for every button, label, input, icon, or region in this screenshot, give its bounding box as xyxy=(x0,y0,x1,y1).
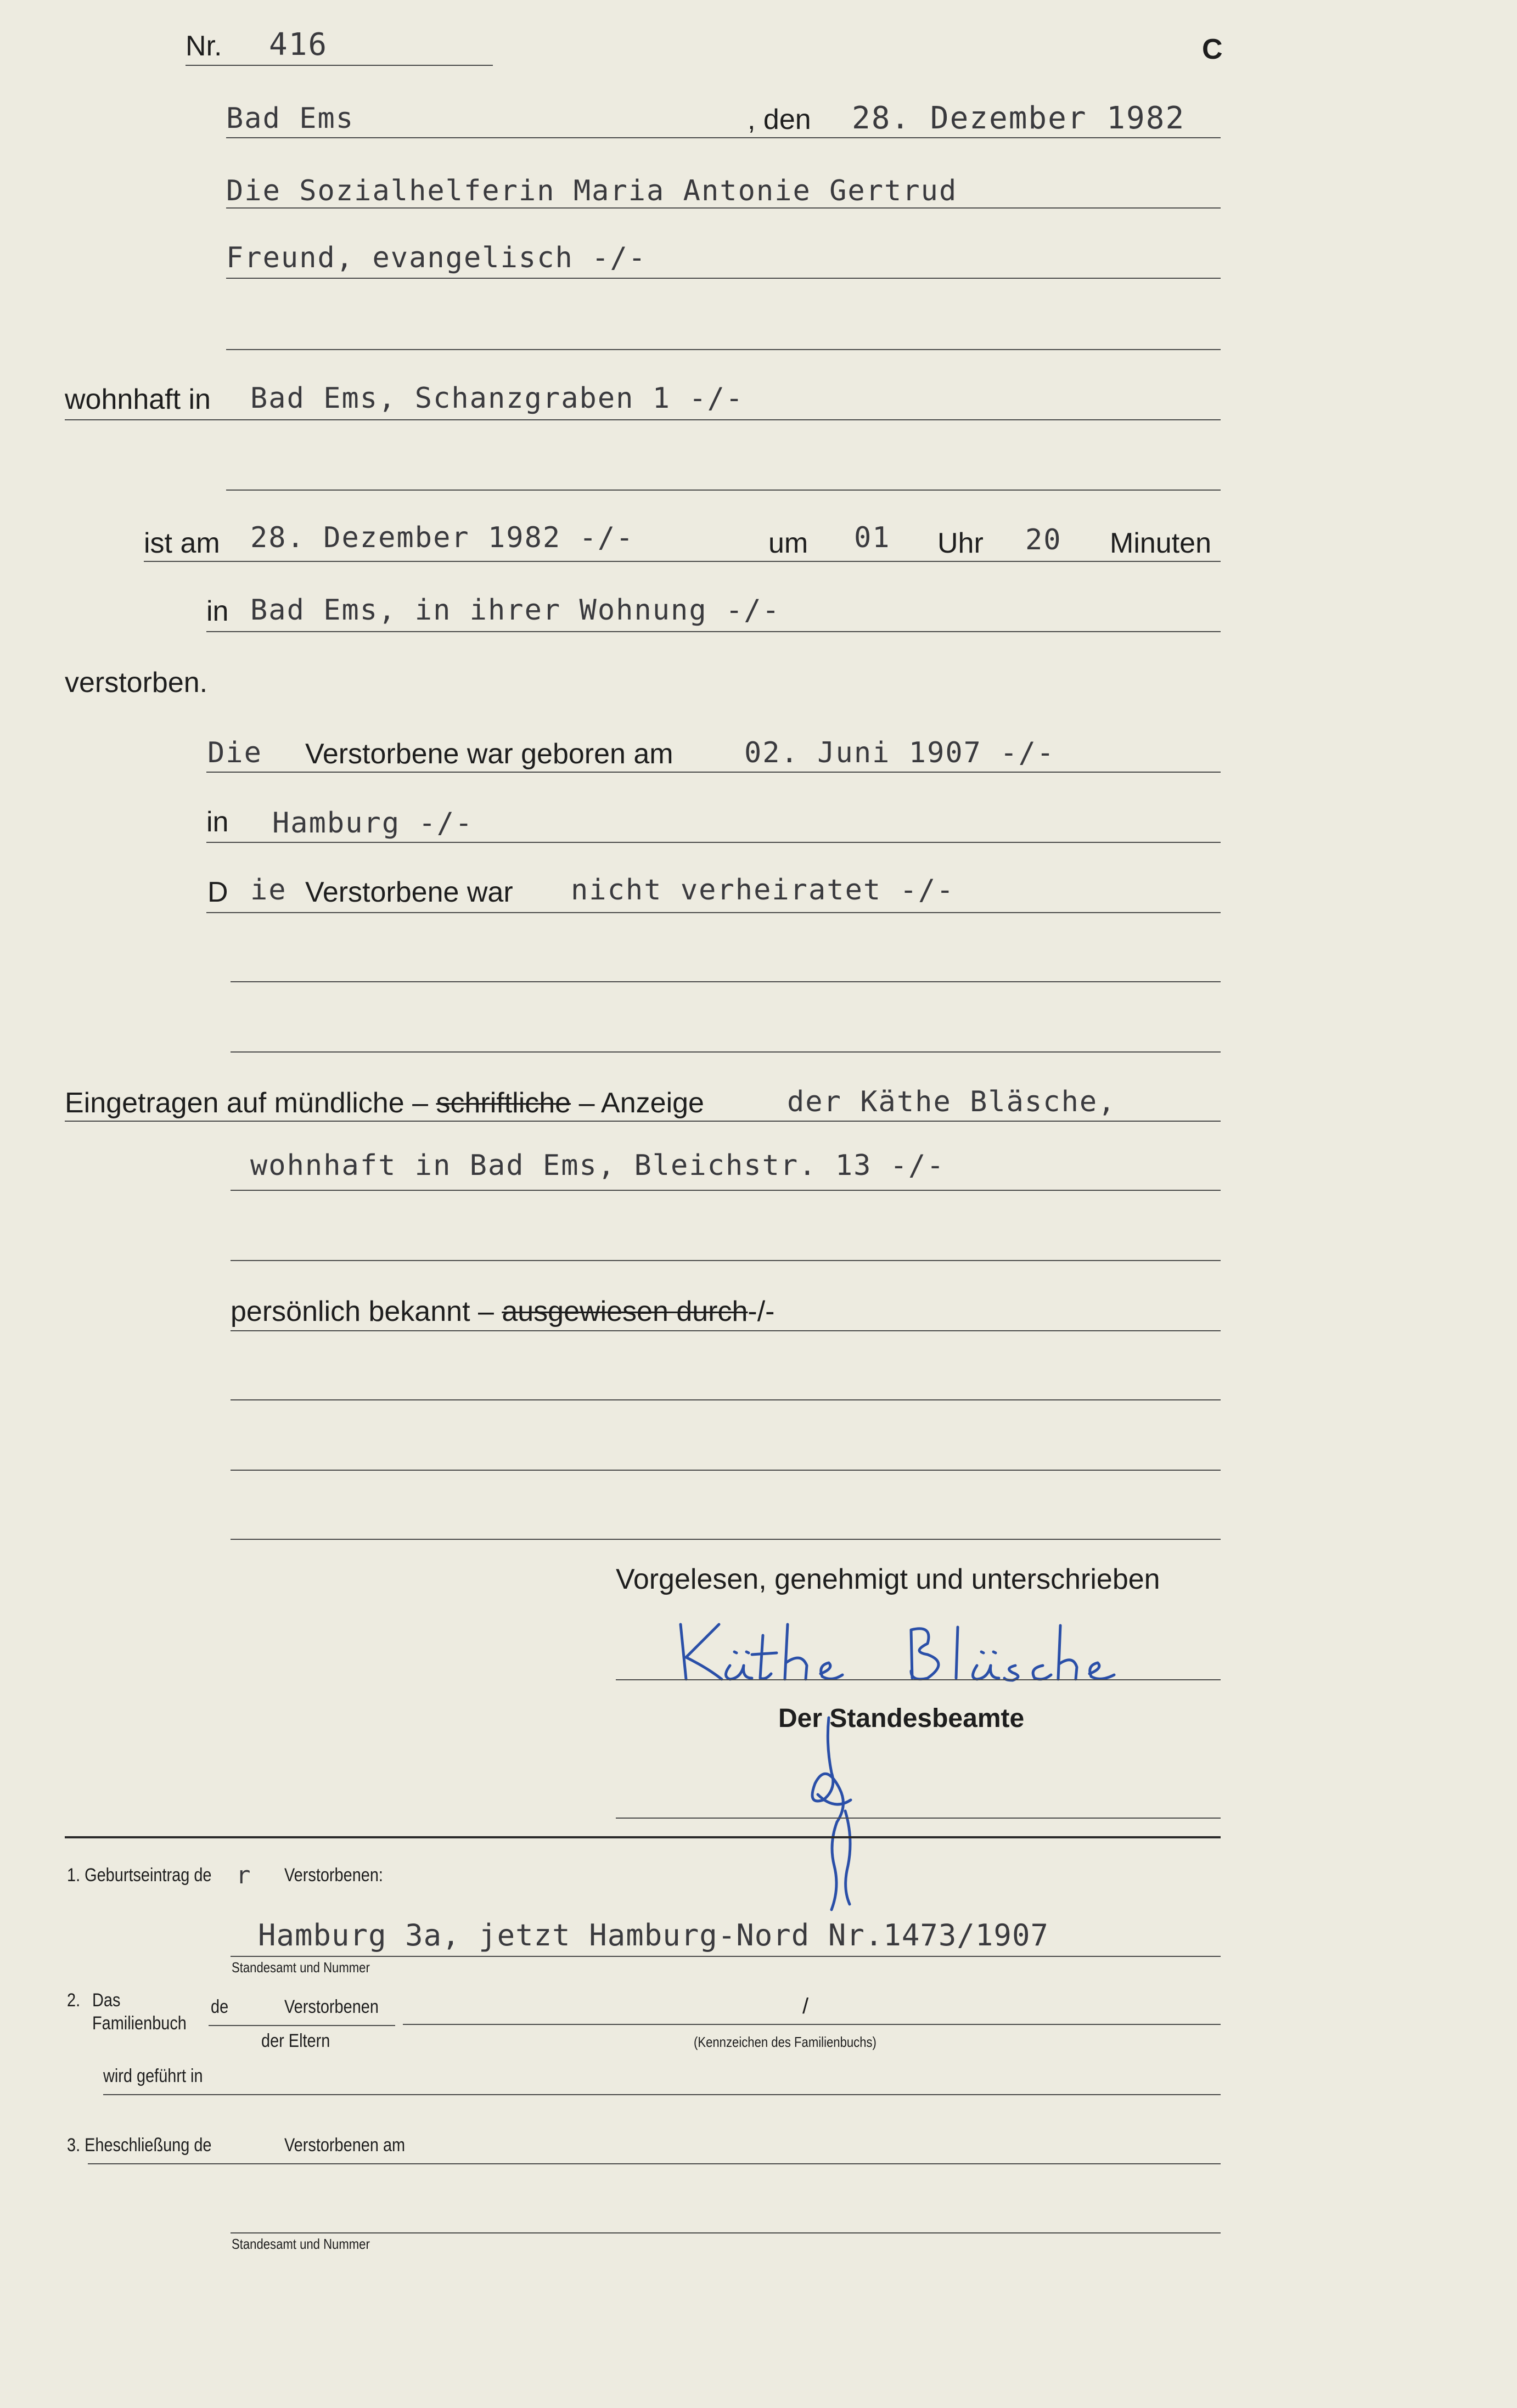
read-approved-label: Vorgelesen, genehmigt und unterschrieben xyxy=(616,1563,1160,1595)
blank-rule-1 xyxy=(231,1399,1221,1400)
residence-rule xyxy=(65,419,1221,420)
minuten-label: Minuten xyxy=(1110,527,1211,559)
nr-line xyxy=(186,65,493,66)
registration-struck-word: schriftliche xyxy=(436,1087,571,1119)
item2-rule xyxy=(403,2024,1221,2025)
known-rule xyxy=(231,1330,1221,1331)
nr-label: Nr. xyxy=(186,30,222,62)
known-struck-text: ausgewiesen durch xyxy=(502,1296,748,1327)
item2-number: 2. xyxy=(67,1990,81,2011)
informant-address: wohnhaft in Bad Ems, Bleichstr. 13 -/- xyxy=(250,1149,945,1182)
informant-address-rule xyxy=(231,1190,1221,1191)
person-line-3-rule xyxy=(226,349,1221,350)
uhr-label: Uhr xyxy=(937,527,984,559)
residence-rule-2 xyxy=(226,490,1221,491)
birth-date: 02. Juni 1907 -/- xyxy=(744,736,1055,769)
person-line-1-rule xyxy=(226,207,1221,209)
item2-eltern: der Eltern xyxy=(261,2030,330,2051)
item2-kennzeichen: (Kennzeichen des Familienbuchs) xyxy=(694,2034,877,2050)
item1-typed: r xyxy=(236,1861,252,1889)
item1-value: Hamburg 3a, jetzt Hamburg-Nord Nr.1473/1907 xyxy=(258,1918,1049,1953)
item2-das: Das xyxy=(92,1990,121,2011)
item1-suffix: Verstorbenen: xyxy=(284,1865,383,1886)
marital-value: nicht verheiratet -/- xyxy=(571,874,955,907)
standesamt-label-2: Standesamt und Nummer xyxy=(232,2236,370,2252)
item2-de: de xyxy=(211,1996,229,2017)
death-in-label: in xyxy=(206,595,229,627)
standesamt-label-1: Standesamt und Nummer xyxy=(232,1959,370,1976)
registration-label-end: – Anzeige xyxy=(578,1087,704,1119)
item1-rule xyxy=(231,1956,1221,1957)
informant-name: der Käthe Bläsche, xyxy=(787,1085,1116,1118)
footer-divider xyxy=(65,1836,1221,1838)
known-label-text: persönlich bekannt – xyxy=(231,1296,494,1327)
blank-rule-2 xyxy=(231,1470,1221,1471)
informant-signature-rule xyxy=(616,1679,1221,1680)
item2-gefuehrt: wird geführt in xyxy=(103,2066,203,2086)
nr-value: 416 xyxy=(269,27,328,63)
blank-rule-3 xyxy=(231,1539,1221,1540)
death-place: Bad Ems, in ihrer Wohnung -/- xyxy=(250,594,780,627)
verstorben-label: verstorben. xyxy=(65,667,208,699)
birth-prefix: Die xyxy=(207,736,262,769)
registrar-label: Der Standesbeamte xyxy=(778,1704,1025,1733)
marital-rule xyxy=(206,912,1221,913)
item3-rule xyxy=(88,2163,1221,2164)
um-label: um xyxy=(768,527,808,559)
date-value: 28. Dezember 1982 xyxy=(852,100,1185,136)
place-date-line xyxy=(226,137,1221,138)
birth-place: Hamburg -/- xyxy=(272,807,474,840)
marital-label: Verstorbene war xyxy=(305,876,513,908)
birth-date-rule xyxy=(206,772,1221,773)
item2-gefuehrt-rule xyxy=(103,2094,1221,2095)
marital-ie: ie xyxy=(250,874,287,907)
death-date-rule xyxy=(144,561,1221,562)
person-line-2: Freund, evangelisch -/- xyxy=(226,241,647,274)
item2-de-rule xyxy=(209,2025,395,2026)
residence-label: wohnhaft in xyxy=(65,384,211,415)
place-value: Bad Ems xyxy=(226,102,355,135)
registration-rule xyxy=(65,1121,1221,1122)
birth-in-label: in xyxy=(206,806,229,838)
informant-rule-2 xyxy=(231,1260,1221,1261)
form-letter: C xyxy=(1202,33,1223,65)
marital-rule-3 xyxy=(231,1051,1221,1053)
marital-rule-2 xyxy=(231,981,1221,982)
item2-familienbuch: Familienbuch xyxy=(92,2013,187,2034)
den-label: , den xyxy=(748,104,811,136)
death-place-rule xyxy=(206,631,1221,632)
residence-value: Bad Ems, Schanzgraben 1 -/- xyxy=(250,382,744,415)
item2-verstorbenen: Verstorbenen xyxy=(284,1996,379,2017)
informant-signature xyxy=(670,1613,1153,1690)
known-label xyxy=(231,1297,775,1326)
item3-label: 3. Eheschließung de xyxy=(67,2135,212,2156)
person-line-2-rule xyxy=(226,278,1221,279)
death-date: 28. Dezember 1982 -/- xyxy=(250,521,634,554)
registrar-signature xyxy=(785,1712,867,1915)
ist-am-label: ist am xyxy=(144,527,220,559)
marital-d-label: D xyxy=(207,876,228,908)
birth-place-rule xyxy=(206,842,1221,843)
item3-rule-2 xyxy=(231,2232,1221,2233)
death-hour: 01 xyxy=(854,521,891,554)
death-minutes: 20 xyxy=(1025,524,1062,556)
known-suffix: -/- xyxy=(748,1296,775,1327)
item1-label: 1. Geburtseintrag de xyxy=(67,1865,212,1886)
birth-label: Verstorbene war geboren am xyxy=(305,738,673,770)
registration-label-start xyxy=(65,1089,704,1117)
item3-suffix: Verstorbenen am xyxy=(284,2135,406,2156)
registration-label-start-text: Eingetragen auf mündliche – xyxy=(65,1087,429,1119)
registrar-signature-rule xyxy=(616,1818,1221,1819)
item2-slash: / xyxy=(802,1994,809,2018)
person-line-1: Die Sozialhelferin Maria Antonie Gertrud xyxy=(226,175,958,207)
